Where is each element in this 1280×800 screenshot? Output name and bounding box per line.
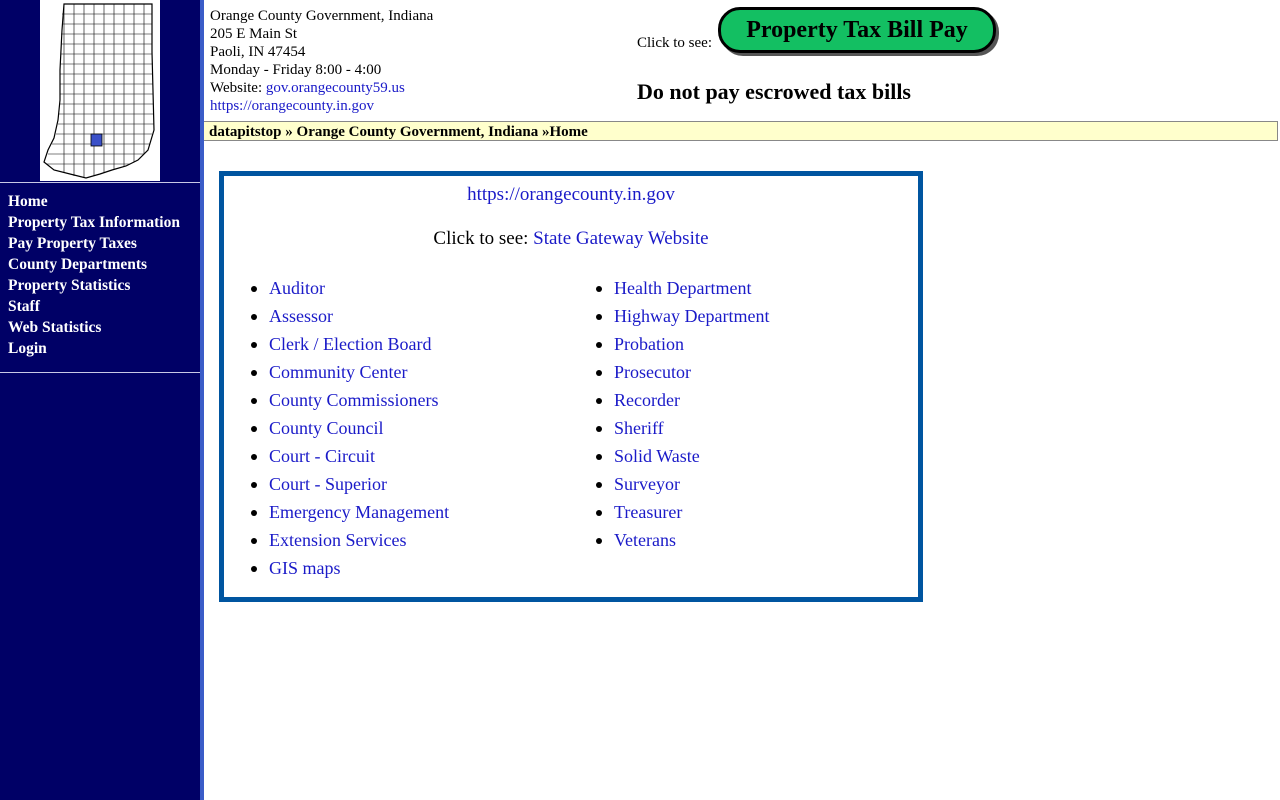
- gov-url-line: [210, 97, 433, 115]
- dept-link-surveyor[interactable]: Surveyor: [614, 474, 680, 494]
- orange-county-highlight: [91, 134, 102, 146]
- breadcrumb: [204, 121, 1278, 141]
- website-line: [210, 79, 433, 97]
- list-item: [614, 386, 769, 414]
- sidebar-nav: [8, 191, 180, 359]
- gov-link-line: [224, 184, 918, 206]
- city-state-zip: Paoli, IN 47454: [210, 44, 306, 60]
- dept-link-auditor[interactable]: Auditor: [269, 278, 325, 298]
- county-contact-info: [210, 7, 433, 115]
- gateway-prefix: Click to see:: [433, 228, 534, 249]
- list-item: [269, 498, 449, 526]
- breadcrumb-datapitstop[interactable]: datapitstop: [209, 124, 282, 140]
- website-label: Website:: [210, 80, 263, 96]
- county-name: Orange County Government, Indiana: [210, 8, 434, 24]
- list-item: [614, 358, 769, 386]
- breadcrumb-current: Home: [549, 124, 588, 140]
- nav-login[interactable]: Login: [8, 340, 47, 357]
- gov-website-link[interactable]: https://orangecounty.in.gov: [467, 184, 675, 205]
- escrow-warning: Do not pay escrowed tax bills: [637, 79, 911, 104]
- nav-staff[interactable]: Staff: [8, 298, 40, 315]
- dept-link-court-circuit[interactable]: Court - Circuit: [269, 446, 375, 466]
- dept-link-community-center[interactable]: Community Center: [269, 362, 408, 382]
- list-item: [269, 386, 449, 414]
- list-item: [269, 442, 449, 470]
- breadcrumb-county[interactable]: Orange County Government, Indiana: [296, 124, 539, 140]
- departments-panel: [219, 171, 923, 602]
- dept-link-treasurer[interactable]: Treasurer: [614, 502, 683, 522]
- sidebar: [0, 0, 204, 800]
- nav-property-tax-information[interactable]: Property Tax Information: [8, 214, 180, 231]
- list-item: [614, 302, 769, 330]
- list-item: [269, 302, 449, 330]
- dept-link-highway-department[interactable]: Highway Department: [614, 306, 770, 326]
- dept-link-gis-maps[interactable]: GIS maps: [269, 558, 341, 578]
- dept-link-extension-services[interactable]: Extension Services: [269, 530, 407, 550]
- dept-link-emergency-management[interactable]: Emergency Management: [269, 502, 450, 522]
- dept-link-assessor[interactable]: Assessor: [269, 306, 334, 326]
- list-item: [269, 358, 449, 386]
- nav-divider: [0, 182, 200, 183]
- list-item: [614, 274, 769, 302]
- dept-link-health-department[interactable]: Health Department: [614, 278, 752, 298]
- departments-list-right: [614, 274, 769, 554]
- nav-divider: [0, 372, 200, 373]
- gov-url-link[interactable]: https://orangecounty.in.gov: [210, 98, 375, 114]
- list-item: [269, 330, 449, 358]
- office-hours: Monday - Friday 8:00 - 4:00: [210, 62, 382, 78]
- dept-link-county-commissioners[interactable]: County Commissioners: [269, 390, 439, 410]
- nav-web-statistics[interactable]: Web Statistics: [8, 319, 102, 336]
- nav-home[interactable]: Home: [8, 193, 48, 210]
- list-item: [269, 414, 449, 442]
- dept-link-sheriff[interactable]: Sheriff: [614, 418, 664, 438]
- list-item: [269, 274, 449, 302]
- dept-link-county-council[interactable]: County Council: [269, 418, 384, 438]
- list-item: [269, 554, 449, 582]
- dept-link-probation[interactable]: Probation: [614, 334, 684, 354]
- street-address: 205 E Main St: [210, 26, 298, 42]
- breadcrumb-separator: »: [281, 124, 297, 140]
- state-gateway-link[interactable]: State Gateway Website: [533, 228, 709, 249]
- list-item: [614, 498, 769, 526]
- dept-link-prosecutor[interactable]: Prosecutor: [614, 362, 691, 382]
- list-item: [614, 470, 769, 498]
- nav-county-departments[interactable]: County Departments: [8, 256, 148, 273]
- list-item: [269, 470, 449, 498]
- nav-pay-property-taxes[interactable]: Pay Property Taxes: [8, 235, 137, 252]
- dept-link-clerk-election-board[interactable]: Clerk / Election Board: [269, 334, 432, 354]
- dept-link-recorder[interactable]: Recorder: [614, 390, 680, 410]
- list-item: [614, 414, 769, 442]
- dept-link-veterans[interactable]: Veterans: [614, 530, 676, 550]
- click-to-see-label: Click to see:: [637, 35, 712, 51]
- nav-property-statistics[interactable]: Property Statistics: [8, 277, 131, 294]
- indiana-map-svg: [40, 0, 160, 181]
- gateway-line: [224, 228, 918, 250]
- dept-link-court-superior[interactable]: Court - Superior: [269, 474, 387, 494]
- breadcrumb-separator: »: [538, 124, 550, 140]
- list-item: [614, 526, 769, 554]
- dept-link-solid-waste[interactable]: Solid Waste: [614, 446, 700, 466]
- list-item: [614, 330, 769, 358]
- indiana-county-map-icon[interactable]: [40, 0, 160, 181]
- departments-list-left: [269, 274, 449, 582]
- list-item: [614, 442, 769, 470]
- property-tax-bill-pay-button[interactable]: Property Tax Bill Pay: [718, 7, 996, 53]
- list-item: [269, 526, 449, 554]
- website-link[interactable]: gov.orangecounty59.us: [265, 80, 405, 96]
